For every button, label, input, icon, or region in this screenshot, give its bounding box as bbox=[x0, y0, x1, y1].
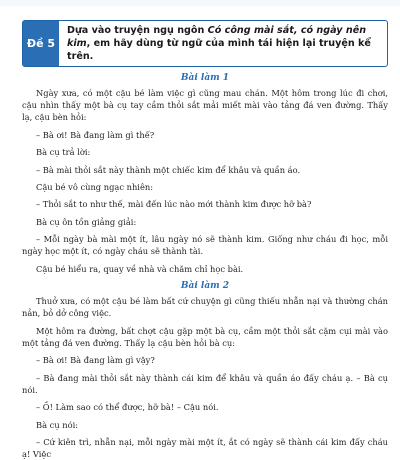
paragraph: – Bà ơi! Bà đang làm gì vậy? bbox=[36, 355, 155, 366]
paragraph: Bà cụ trả lời: bbox=[36, 147, 91, 158]
prompt-box bbox=[22, 20, 388, 67]
prompt-text-after: , em hãy dùng từ ngữ của mình tái hiện lại truyện kể trên. bbox=[67, 38, 371, 62]
paragraph: Thuở xưa, có một cậu bé làm bất cứ chuyện gì cũng thiếu nhẫn nại và thường chán nản, bỏ dở công việc. bbox=[22, 295, 388, 319]
paragraph: – Thỏi sắt to như thế, mài đến lúc nào mới thành kim được hỡ bà? bbox=[36, 199, 312, 210]
paragraph: – Bà mài thỏi sắt này thành một chiếc kim để khâu và quần áo. bbox=[36, 164, 301, 175]
paragraph: – Mỗi ngày bà mài một ít, lâu ngày nó sẽ thành kim. Giống như cháu đi học, mỗi ngày học một ít, có ngày cháu sẽ thành tài. bbox=[22, 234, 388, 257]
paragraph: Bà cụ ôn tồn giảng giải: bbox=[36, 216, 137, 227]
paragraph: – Bà ơi! Bà đang làm gì thế? bbox=[36, 129, 155, 140]
paragraph: Cậu bé hiểu ra, quay về nhà và chăm chỉ học bài. bbox=[36, 263, 244, 274]
paragraph: Ngày xưa, có một cậu bé làm việc gì cũng mau chán. Một hôm trong lúc đi chơi, cậu nhìn thấy một bà cụ tay cầm thỏi sắt mải miết mài vào tảng đá ven đường. Thấy lạ, cậu bèn hỏi: bbox=[22, 88, 388, 123]
prompt-label: Đề 5 bbox=[23, 21, 59, 66]
prompt-text-before: Dựa vào truyện ngụ ngôn bbox=[67, 25, 208, 36]
prompt-story-title: Có công mài sắt, có ngày nên kim bbox=[67, 25, 367, 49]
section-title-2: Bài làm 2 bbox=[180, 280, 230, 291]
paragraph: – Cứ kiên trì, nhẫn nại, mỗi ngày mài một ít, ắt có ngày sẽ thành cái kim đấy cháu ạ! Việc bbox=[22, 436, 388, 460]
document-page bbox=[22, 20, 388, 460]
paragraph: Bà cụ nói: bbox=[36, 419, 79, 430]
paragraph: Một hôm ra đường, bất chợt cậu gặp một bà cụ, cầm một thỏi sắt cặm cụi mài vào một tảng đá ven đường. Thấy lạ cậu bèn hỏi bà cụ: bbox=[22, 325, 388, 348]
section-title-1: Bài làm 1 bbox=[180, 73, 230, 83]
prompt-text bbox=[59, 21, 387, 66]
paragraph: – Ồ! Làm sao có thể được, hỡ bà! – Cậu nói. bbox=[36, 402, 219, 413]
top-margin-band bbox=[0, 0, 400, 6]
paragraph: Cậu bé vô cùng ngạc nhiên: bbox=[36, 181, 154, 192]
paragraph: – Bà đang mài thỏi sắt này thành cái kim để khâu và quần áo đấy cháu ạ. – Bà cụ nói. bbox=[22, 372, 388, 395]
